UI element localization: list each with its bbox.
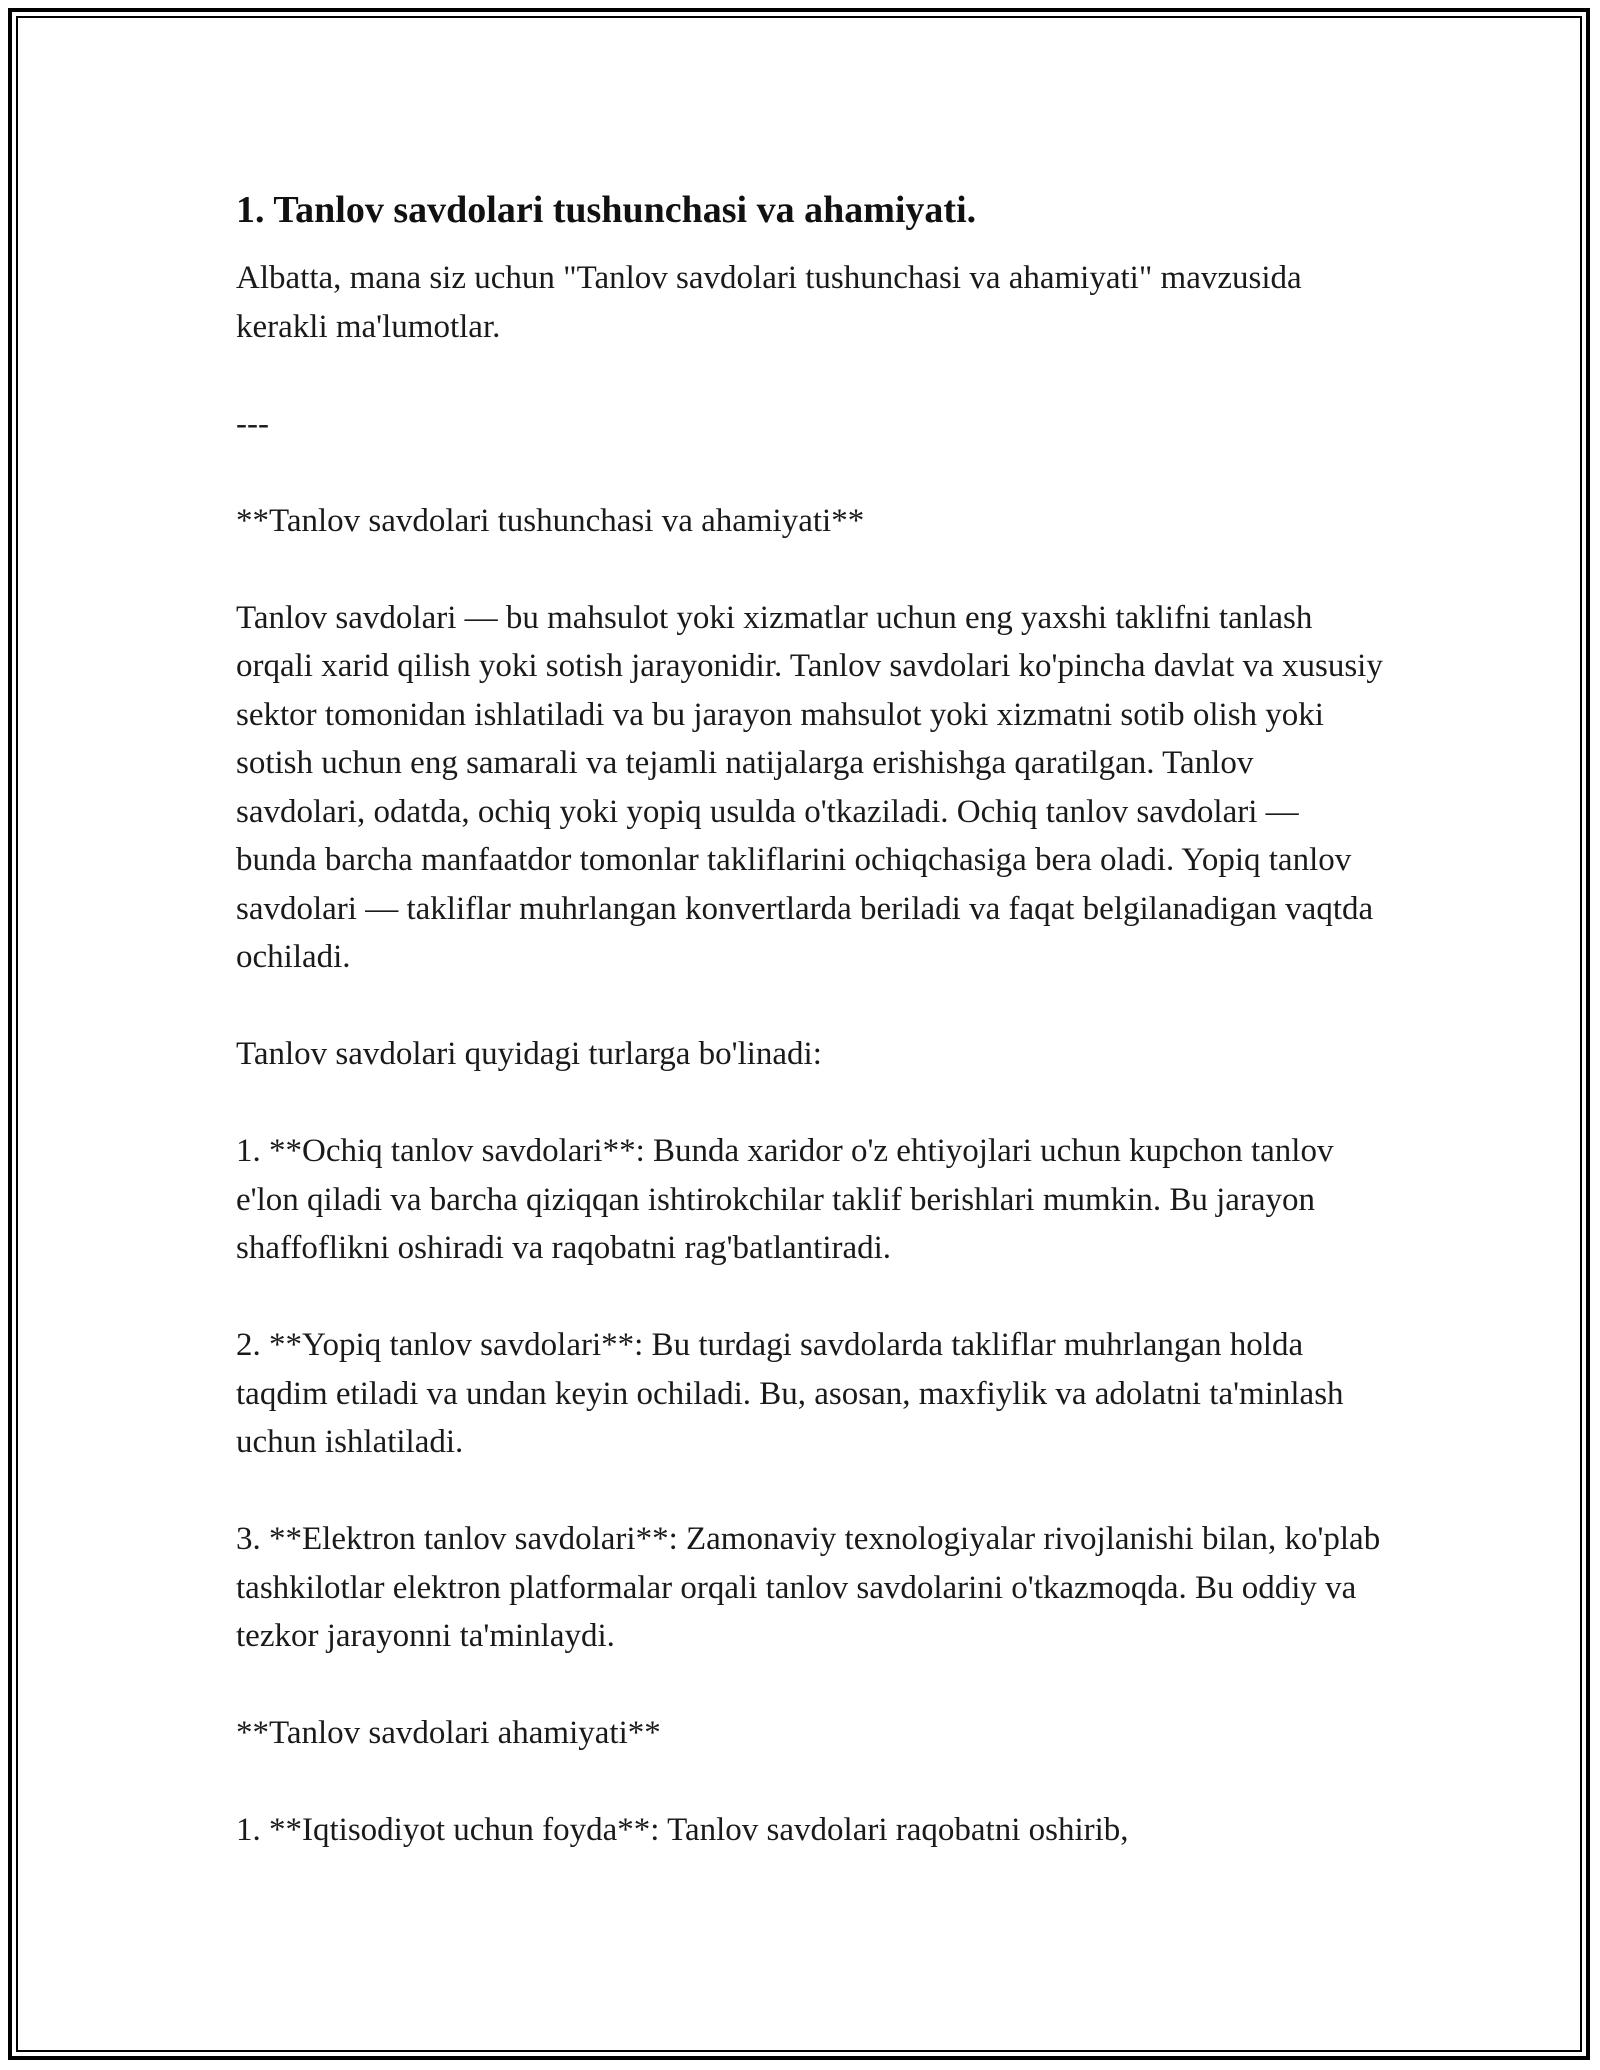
section-title-importance: **Tanlov savdolari ahamiyati** [236, 1715, 661, 1751]
list-item-electronic-tender: 3. **Elektron tanlov savdolari**: Zamonaviy texnologiyalar rivojlanishi bilan, ko'plab tashkilotlar elektron platformalar orqali tanlov savdolarini o'tkazmoqda. Bu oddiy va tezkor jarayonni ta'minlaydi. [236, 1521, 1381, 1654]
document-heading: 1. Tanlov savdolari tushunchasi va ahamiyati. [236, 189, 977, 231]
intro-paragraph: Albatta, mana siz uchun "Tanlov savdolari tushunchasi va ahamiyati" mavzusida kerakli ma'lumotlar. [236, 260, 1302, 345]
definition-paragraph: Tanlov savdolari — bu mahsulot yoki xizmatlar uchun eng yaxshi taklifni tanlash orqali xarid qilish yoki sotish jarayonidir. Tanlov savdolari ko'pincha davlat va xususiy sektor tomonidan ishlatiladi va bu jarayon mahsulot yoki xizmatni sotib olish yoki sotish uchun eng samarali va tejamli natijalarga erishishga qaratilgan. Tanlov savdolari, odatda, ochiq yoki yopiq usulda o'tkaziladi. Ochiq tanlov savdolari — bunda barcha manfaatdor tomonlar takliflarini ochiqchasiga bera oladi. Yopiq tanlov savdolari — takliflar muhrlangan konvertlarda beriladi va faqat belgilanadigan vaqtda ochiladi. [236, 599, 1383, 975]
list-item-closed-tender: 2. **Yopiq tanlov savdolari**: Bu turdagi savdolarda takliflar muhrlangan holda taqdim etiladi va undan keyin ochiladi. Bu, asosan, maxfiylik va adolatni ta'minlash uchun ishlatiladi. [236, 1327, 1344, 1460]
types-intro-paragraph: Tanlov savdolari quyidagi turlarga bo'linadi: [236, 1036, 822, 1072]
section-title-concept: **Tanlov savdolari tushunchasi va ahamiyati** [236, 502, 865, 539]
document-body [236, 186, 1386, 1903]
list-item-open-tender: 1. **Ochiq tanlov savdolari**: Bunda xaridor o'z ehtiyojlari uchun kupchon tanlov e'lon qiladi va barcha qiziqqan ishtirokchilar taklif berishlari mumkin. Bu jarayon shaffoflikni oshiradi va raqobatni rag'batlantiradi. [236, 1133, 1334, 1266]
separator-line: --- [236, 405, 269, 442]
list-item-economy-benefit: 1. **Iqtisodiyot uchun foyda**: Tanlov savdolari raqobatni oshirib, [236, 1812, 1129, 1848]
